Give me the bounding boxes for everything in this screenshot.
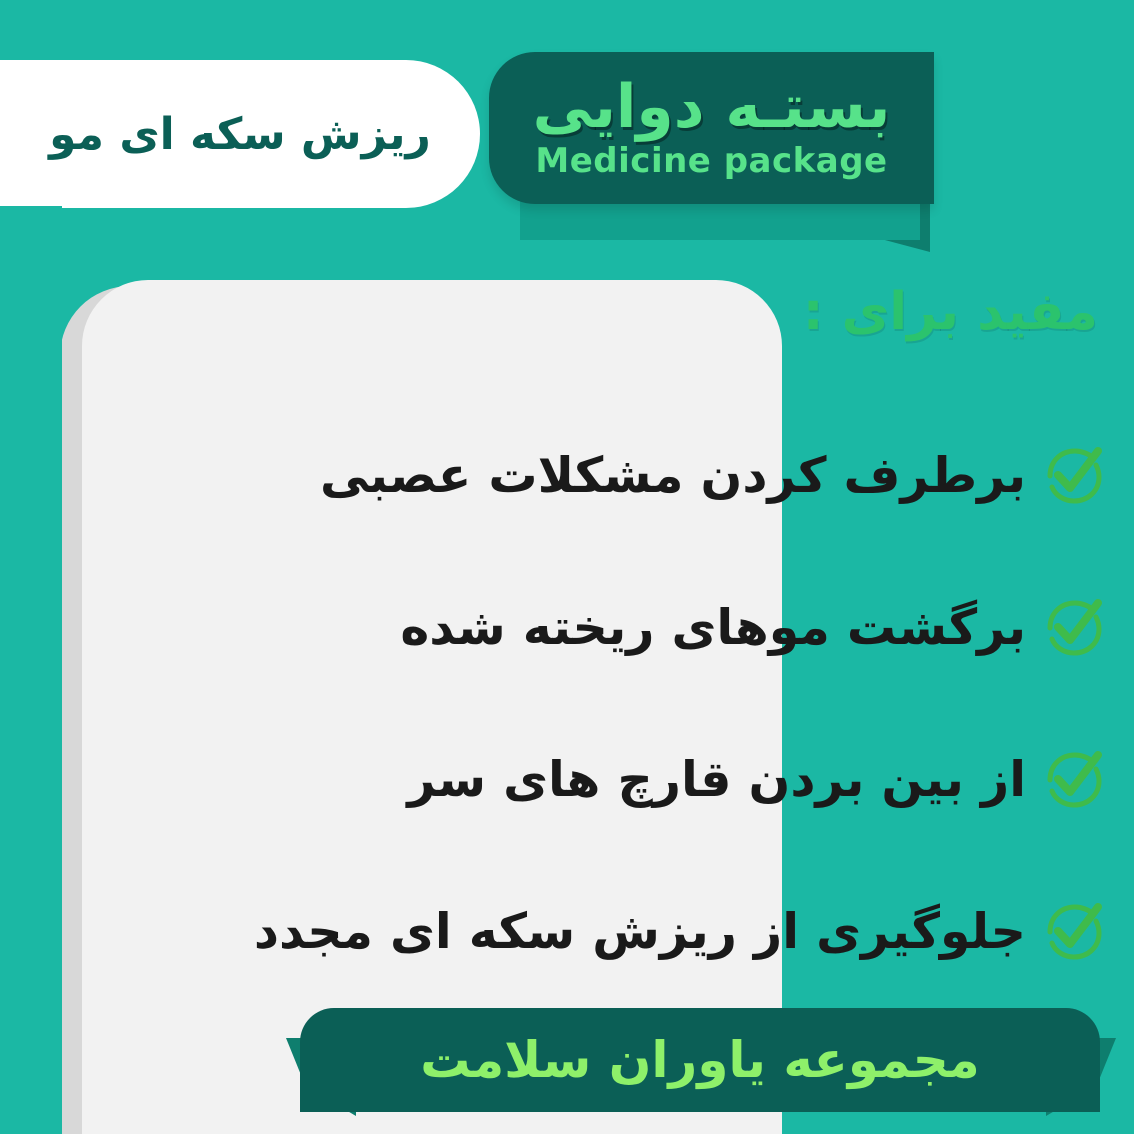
- list-item: [30, 552, 1104, 704]
- benefit-list: [30, 400, 1104, 1008]
- benefit-text: از بین بردن قارچ های سر: [407, 751, 1026, 809]
- check-icon: [1042, 445, 1104, 507]
- benefit-text: برطرف کردن مشکلات عصبی: [319, 447, 1026, 505]
- check-icon: [1042, 749, 1104, 811]
- title-english: Medicine package: [535, 140, 888, 181]
- list-item: [30, 400, 1104, 552]
- benefit-text: برگشت موهای ریخته شده: [400, 599, 1026, 657]
- title-persian: بستـه دوایی: [532, 71, 891, 142]
- list-item: [30, 856, 1104, 1008]
- benefit-text: جلوگیری از ریزش سکه ای مجدد: [253, 903, 1026, 961]
- check-icon: [1042, 597, 1104, 659]
- useful-for-heading: مفید برای :: [802, 282, 1098, 342]
- subject-tab-label: ریزش سکه ای مو: [49, 108, 431, 160]
- check-icon: [1042, 901, 1104, 963]
- brand-name: مجموعه یاوران سلامت: [420, 1031, 980, 1089]
- list-item: [30, 704, 1104, 856]
